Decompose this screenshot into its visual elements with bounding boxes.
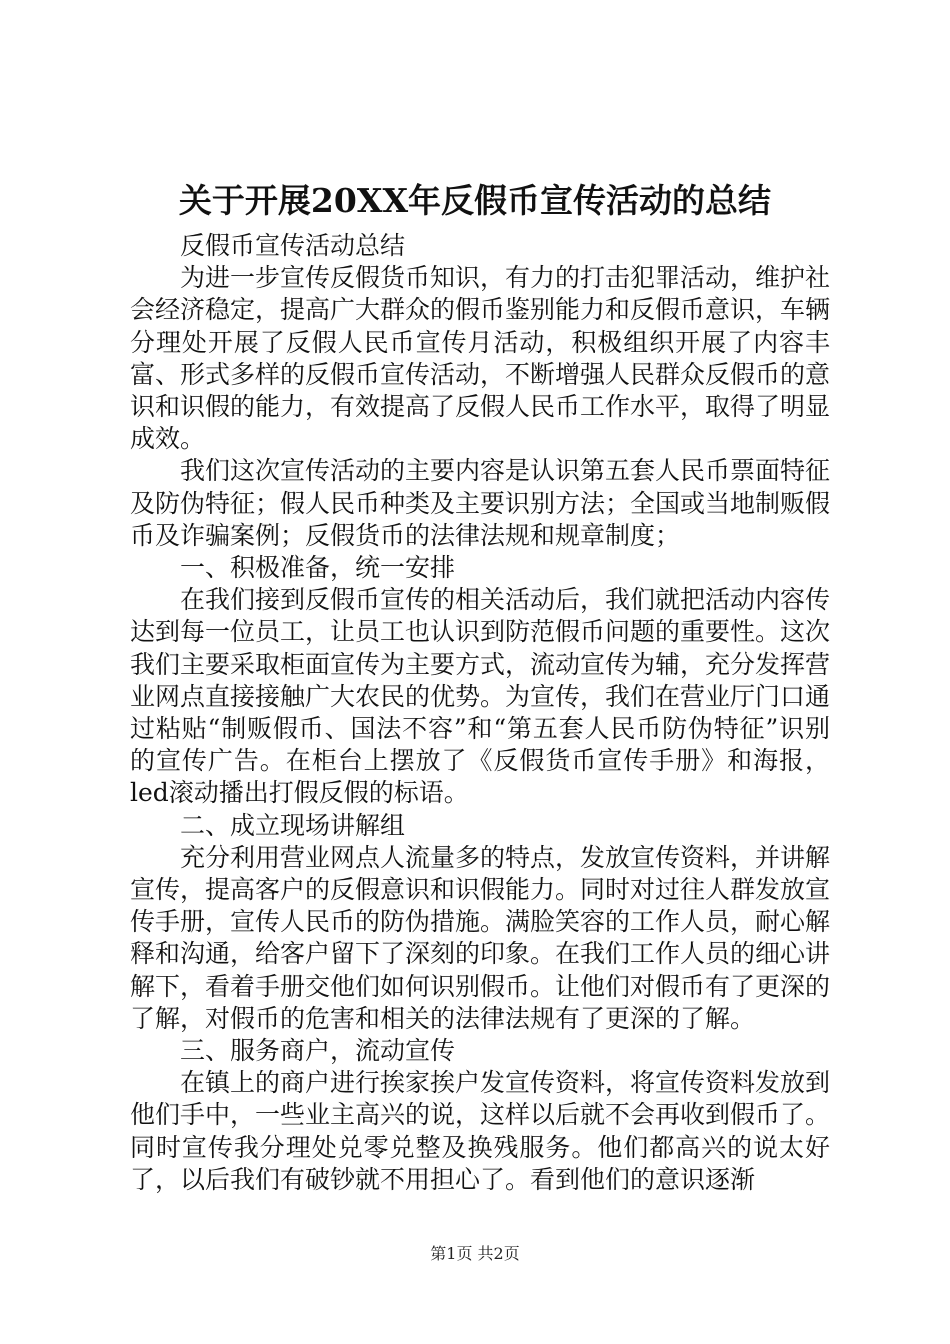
paragraph-subtitle: 反假币宣传活动总结: [180, 231, 406, 260]
section-heading: 三、服务商户，流动宣传: [180, 1036, 456, 1066]
paragraph: 我们这次宣传活动的主要内容是认识第五套人民币票面特征及防伪特征；假人民币种类及主要识别方法；全国或当地制贩假币及诈骗案例；反假货币的法律法规和规章制度；: [130, 456, 831, 550]
paragraph: 在我们接到反假币宣传的相关活动后，我们就把活动内容传达到每一位员工，让员工也认识到防范假币问题的重要性。这次我们主要采取柜面宣传为主要方式，流动宣传为辅，充分发挥营业网点直接接触广大农民的优势。为宣传，我们在营业厅门口通过粘贴“制贩假币、国法不容”和“第五套人民币防伪特征”识别的宣传广告。在柜台上摆放了《反假货币宣传手册》和海报，led滚动播出打假反假的标语。: [130, 585, 831, 808]
document-title: 关于开展20XX年反假币宣传活动的总结: [178, 181, 772, 220]
document-body: [130, 230, 830, 1196]
section-heading: 一、积极准备，统一安排: [180, 553, 456, 583]
paragraph: 充分利用营业网点人流量多的特点，发放宣传资料，并讲解宣传，提高客户的反假意识和识假能力。同时对过往人群发放宣传手册，宣传人民币的防伪措施。满脸笑容的工作人员，耐心解释和沟通，给客户留下了深刻的印象。在我们工作人员的细心讲解下，看着手册交他们如何识别假币。让他们对假币有了更深的了解，对假币的危害和相关的法律法规有了更深的了解。: [130, 842, 831, 1033]
paragraph: 在镇上的商户进行挨家挨户发宣传资料，将宣传资料发放到他们手中，一些业主高兴的说，这样以后就不会再收到假币了。同时宣传我分理处兑零兑整及换残服务。他们都高兴的说太好了，以后我们有破钞就不用担心了。看到他们的意识逐渐: [130, 1068, 831, 1194]
paragraph: 为进一步宣传反假货币知识，有力的打击犯罪活动，维护社会经济稳定，提高广大群众的假币鉴别能力和反假币意识，车辆分理处开展了反假人民币宣传月活动，积极组织开展了内容丰富、形式多样的反假币宣传活动，不断增强人民群众反假币的意识和识假的能力，有效提高了反假人民币工作水平，取得了明显成效。: [130, 263, 831, 454]
section-heading: 二、成立现场讲解组: [180, 810, 406, 840]
page-number-footer: 第1页 共2页: [430, 1244, 520, 1263]
